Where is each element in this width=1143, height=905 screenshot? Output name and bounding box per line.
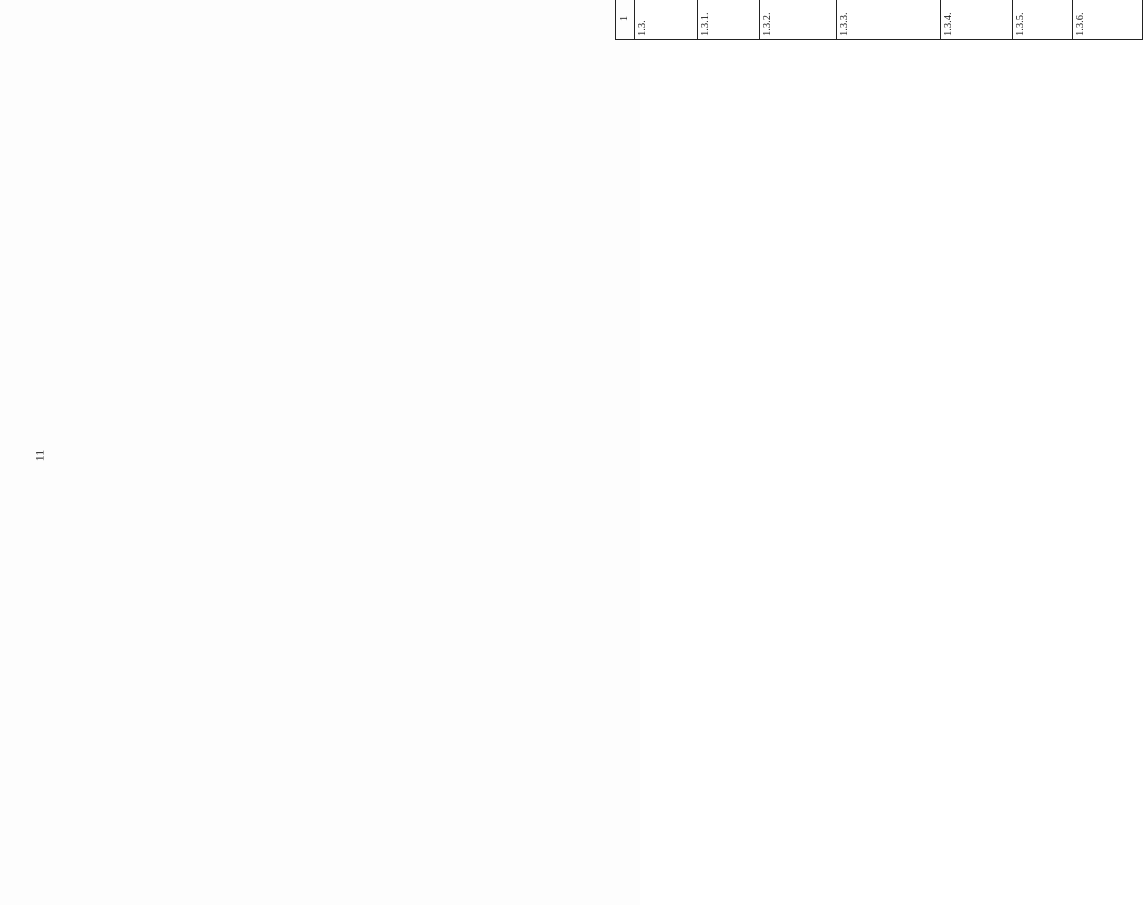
table-row (1073, 0, 1143, 40)
table-rotated-container (615, 0, 1135, 40)
row-id: 1.3.5. (1013, 0, 1073, 40)
row-id: 1.3. (635, 0, 698, 40)
row-id: 1.3.2. (760, 0, 837, 40)
header-row (616, 0, 635, 40)
table-row (635, 0, 698, 40)
table-row (1013, 0, 1073, 40)
indicator-table (615, 0, 1143, 40)
row-id: 1.3.1. (698, 0, 760, 40)
row-id: 1.3.4. (941, 0, 1013, 40)
page-number: 11 (32, 449, 47, 462)
table-row (760, 0, 837, 40)
table-row (698, 0, 760, 40)
row-id: 1.3.6. (1073, 0, 1143, 40)
table-row (941, 0, 1013, 40)
table-row (837, 0, 941, 40)
header-cell: 1 (616, 0, 635, 40)
row-id: 1.3.3. (837, 0, 941, 40)
